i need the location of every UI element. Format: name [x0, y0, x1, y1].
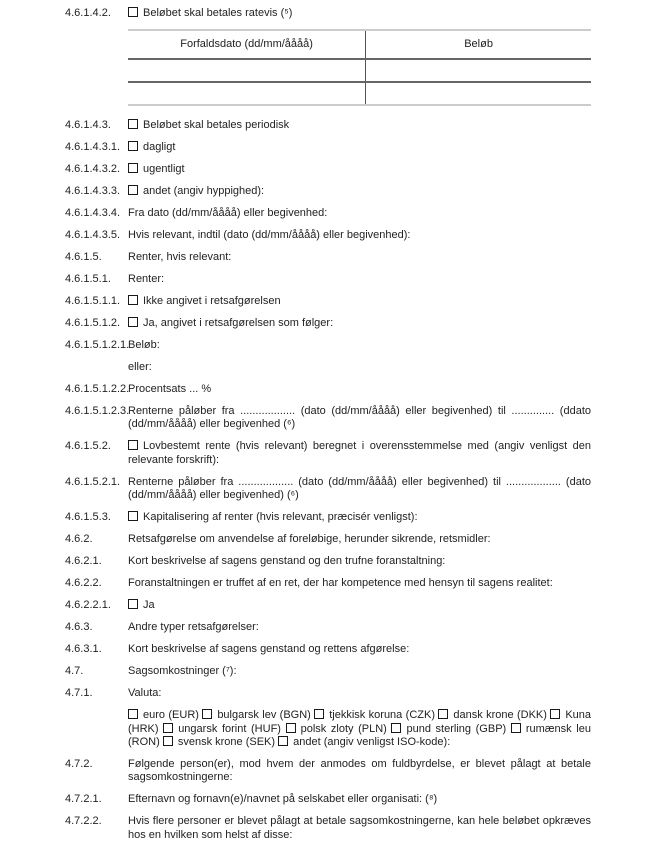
checkbox[interactable] — [128, 599, 138, 609]
item-label: Renter, hvis relevant: — [128, 251, 232, 263]
checkbox[interactable] — [511, 723, 521, 733]
installments-table — [128, 29, 591, 106]
item-number: 4.6.1.5. — [65, 251, 102, 263]
item-content — [128, 383, 591, 396]
form-row — [65, 7, 591, 20]
checkbox[interactable] — [163, 723, 173, 733]
item-content — [128, 251, 591, 264]
item-content — [128, 440, 591, 467]
item-label: Procentsats ... % — [128, 383, 212, 395]
checkbox[interactable] — [128, 511, 138, 521]
currency-label: rumænsk leu (RON) — [128, 722, 591, 749]
form-row — [65, 511, 591, 524]
item-number: 4.6.1.5.2.1. — [65, 475, 121, 488]
form-row — [65, 440, 591, 467]
item-number: 4.6.2.1. — [65, 555, 102, 568]
item-content — [128, 185, 591, 198]
form-row — [65, 758, 591, 785]
item-number: 4.6.1.5.1.2.3. — [65, 405, 130, 417]
table-cell-amount[interactable] — [366, 82, 591, 105]
item-content — [128, 621, 591, 634]
item-number: 4.6.1.5.2. — [65, 440, 111, 453]
item-content — [128, 339, 591, 352]
item-number: 4.7.2.2. — [65, 815, 102, 828]
item-label: Renter: — [128, 273, 165, 285]
checkbox[interactable] — [314, 709, 324, 719]
form-row — [65, 709, 591, 749]
currency-label: tjekkisk koruna (CZK) — [329, 709, 435, 722]
item-label: Valuta: — [128, 687, 162, 700]
form-row — [65, 793, 591, 806]
item-number: 4.6.1.5.1.2.1. — [65, 339, 130, 351]
currency-label: Kuna (HRK) — [128, 709, 592, 735]
table-cell-duedate[interactable] — [128, 59, 366, 82]
item-label: Renterne påløber fra .................. (dato (dd/mm/åååå) eller begivenhed) til .............. (ddato (dd/mm/åååå) eller begivenhed (⁶) — [128, 405, 591, 431]
item-number: 4.7.2. — [65, 758, 93, 771]
item-number: 4.6.1.4.3.4. — [65, 207, 121, 219]
item-label: Fra dato (dd/mm/åååå) eller begivenhed: — [128, 207, 328, 219]
item-content — [128, 665, 591, 678]
item-label: Lovbestemt rente (hvis relevant) beregnet i overensstemmelse med (angiv venligst den relevante forskrift): — [128, 440, 591, 466]
currency-label: svensk krone (SEK) — [177, 736, 276, 749]
item-content — [128, 141, 591, 154]
item-content — [128, 815, 591, 842]
item-label: Retsafgørelse om anvendelse af foreløbige, herunder sikrende, retsmidler: — [128, 533, 491, 546]
item-content — [128, 229, 591, 242]
form-row — [65, 185, 591, 198]
item-number: 4.6.1.5.1.2. — [65, 317, 121, 329]
item-label: Andre typer retsafgørelser: — [128, 621, 259, 634]
form-row — [65, 533, 591, 546]
item-label: Ja, angivet i retsafgørelsen som følger: — [143, 317, 334, 329]
checkbox[interactable] — [128, 295, 138, 305]
item-content — [128, 555, 591, 568]
form-row — [65, 273, 591, 286]
checkbox[interactable] — [128, 163, 138, 173]
currency-label: ungarsk forint (HUF) — [178, 722, 281, 735]
form-row — [65, 687, 591, 700]
form-row — [65, 665, 591, 678]
item-content — [128, 643, 591, 656]
currency-label: polsk zloty (PLN) — [300, 722, 387, 735]
form-row — [65, 599, 591, 612]
item-label: andet (angiv hyppighed): — [143, 185, 265, 197]
item-content — [128, 687, 591, 700]
item-label: Kort beskrivelse af sagens genstand og rettens afgørelse: — [128, 643, 410, 656]
item-content — [128, 577, 591, 590]
form-row — [65, 163, 591, 176]
item-content — [128, 758, 591, 785]
item-content — [128, 163, 591, 176]
checkbox[interactable] — [286, 723, 296, 733]
item-label: Kort beskrivelse af sagens genstand og den trufne foranstaltning: — [128, 555, 446, 568]
item-number: 4.6.1.4.3.1. — [65, 141, 121, 153]
item-number: 4.6.1.5.1. — [65, 273, 111, 285]
item-number: 4.6.3. — [65, 621, 93, 634]
item-content — [128, 119, 591, 132]
form-row — [65, 207, 591, 220]
checkbox[interactable] — [128, 317, 138, 327]
form-row — [65, 577, 591, 590]
checkbox[interactable] — [128, 185, 138, 195]
form-row — [65, 643, 591, 656]
table-header-amount: Beløb — [366, 30, 591, 59]
table-row — [128, 82, 591, 105]
item-number: 4.6.1.5.3. — [65, 511, 111, 524]
item-number: 4.6.1.4.3.3. — [65, 185, 121, 197]
item-number: 4.7.1. — [65, 687, 93, 700]
item-label: Følgende person(er), mod hvem der anmodes om fuldbyrdelse, er blevet pålagt at betale sagsomkostningerne: — [128, 758, 591, 784]
table-row — [128, 59, 591, 82]
form-row — [65, 621, 591, 634]
currency-label: euro (EUR) — [143, 709, 199, 722]
form-row — [65, 317, 591, 330]
item-label: Renterne påløber fra .................. (dato (dd/mm/åååå) eller begivenhed) til .................. (dato (dd/mm/åååå) eller begivenhed) (⁶) — [128, 475, 591, 502]
form-row — [65, 815, 591, 842]
item-label: Sagsomkostninger (⁷): — [128, 665, 237, 678]
item-content — [128, 7, 591, 20]
table-header-row — [128, 30, 591, 59]
checkbox[interactable] — [278, 736, 288, 746]
item-label: dagligt — [143, 141, 176, 153]
item-number: 4.6.1.5.1.2.2. — [65, 383, 130, 395]
form-row — [65, 555, 591, 568]
checkbox[interactable] — [202, 709, 212, 719]
item-content — [128, 317, 591, 330]
item-label: Efternavn og fornavn(e)/navnet på selskabet eller organisati: (⁸) — [128, 793, 438, 806]
form-row — [65, 476, 591, 503]
item-content — [128, 533, 591, 546]
item-label: ugentligt — [143, 163, 185, 175]
item-number: 4.6.1.4.3.5. — [65, 229, 121, 241]
item-content — [128, 511, 591, 524]
item-number: 4.6.1.5.1.1. — [65, 295, 121, 307]
installments-table-grid — [128, 29, 591, 106]
item-number: 4.6.1.4.3.2. — [65, 163, 121, 175]
checkbox[interactable] — [128, 119, 138, 129]
currency-options — [128, 709, 591, 749]
item-label: eller: — [128, 361, 152, 373]
table-cell-amount[interactable] — [366, 59, 591, 82]
currency-label: andet (angiv venligst ISO-kode): — [293, 736, 451, 749]
item-number: 4.6.3.1. — [65, 643, 102, 656]
item-content — [128, 405, 591, 432]
form-row — [65, 383, 591, 396]
item-label: Beløb: — [128, 339, 160, 351]
currency-label: pund sterling (GBP) — [406, 722, 507, 735]
item-number: 4.7.2.1. — [65, 793, 102, 806]
form-row — [65, 361, 591, 374]
item-number: 4.6.2. — [65, 533, 93, 546]
checkbox[interactable] — [128, 7, 138, 17]
item-number: 4.6.2.2.1. — [65, 599, 111, 612]
item-label: Hvis flere personer er blevet pålagt at betale sagsomkostningerne, kan hele beløbet opkræves hos en hvilken som helst af disse: — [128, 815, 591, 841]
item-content — [128, 361, 591, 374]
form-row — [65, 339, 591, 352]
item-label: Hvis relevant, indtil (dato (dd/mm/åååå) eller begivenhed): — [128, 229, 411, 241]
form-row — [65, 119, 591, 132]
checkbox[interactable] — [391, 723, 401, 733]
item-label: Kapitalisering af renter (hvis relevant, præcisér venligst): — [143, 511, 418, 524]
item-content — [128, 793, 591, 806]
item-content — [128, 207, 591, 220]
item-number: 4.7. — [65, 665, 84, 678]
checkbox[interactable] — [128, 440, 138, 450]
item-label: Foranstaltningen er truffet af en ret, der har kompetence med hensyn til sagens realitet: — [128, 577, 553, 590]
table-cell-duedate[interactable] — [128, 82, 366, 105]
currency-label: dansk krone (DKK) — [453, 709, 547, 722]
form-row — [65, 405, 591, 432]
item-content — [128, 599, 591, 612]
item-label: Beløbet skal betales periodisk — [143, 119, 290, 131]
item-number: 4.6.1.4.2. — [65, 7, 111, 19]
currency-label: bulgarsk lev (BGN) — [217, 709, 311, 722]
form-row — [65, 295, 591, 308]
item-content — [128, 295, 591, 308]
item-number: 4.6.1.4.3. — [65, 119, 111, 131]
item-label: Beløbet skal betales ratevis (⁵) — [143, 7, 293, 19]
table-header-duedate: Forfaldsdato (dd/mm/åååå) — [128, 30, 366, 59]
item-label: Ikke angivet i retsafgørelsen — [143, 295, 281, 307]
item-label: Ja — [143, 599, 155, 612]
form-row — [65, 251, 591, 264]
checkbox[interactable] — [550, 709, 560, 719]
item-content — [128, 273, 591, 286]
form-row — [65, 229, 591, 242]
checkbox[interactable] — [128, 141, 138, 151]
checkbox[interactable] — [438, 709, 448, 719]
form-row — [65, 141, 591, 154]
checkbox[interactable] — [128, 709, 138, 719]
item-content — [128, 476, 591, 503]
checkbox[interactable] — [163, 736, 173, 746]
item-number: 4.6.2.2. — [65, 577, 102, 590]
